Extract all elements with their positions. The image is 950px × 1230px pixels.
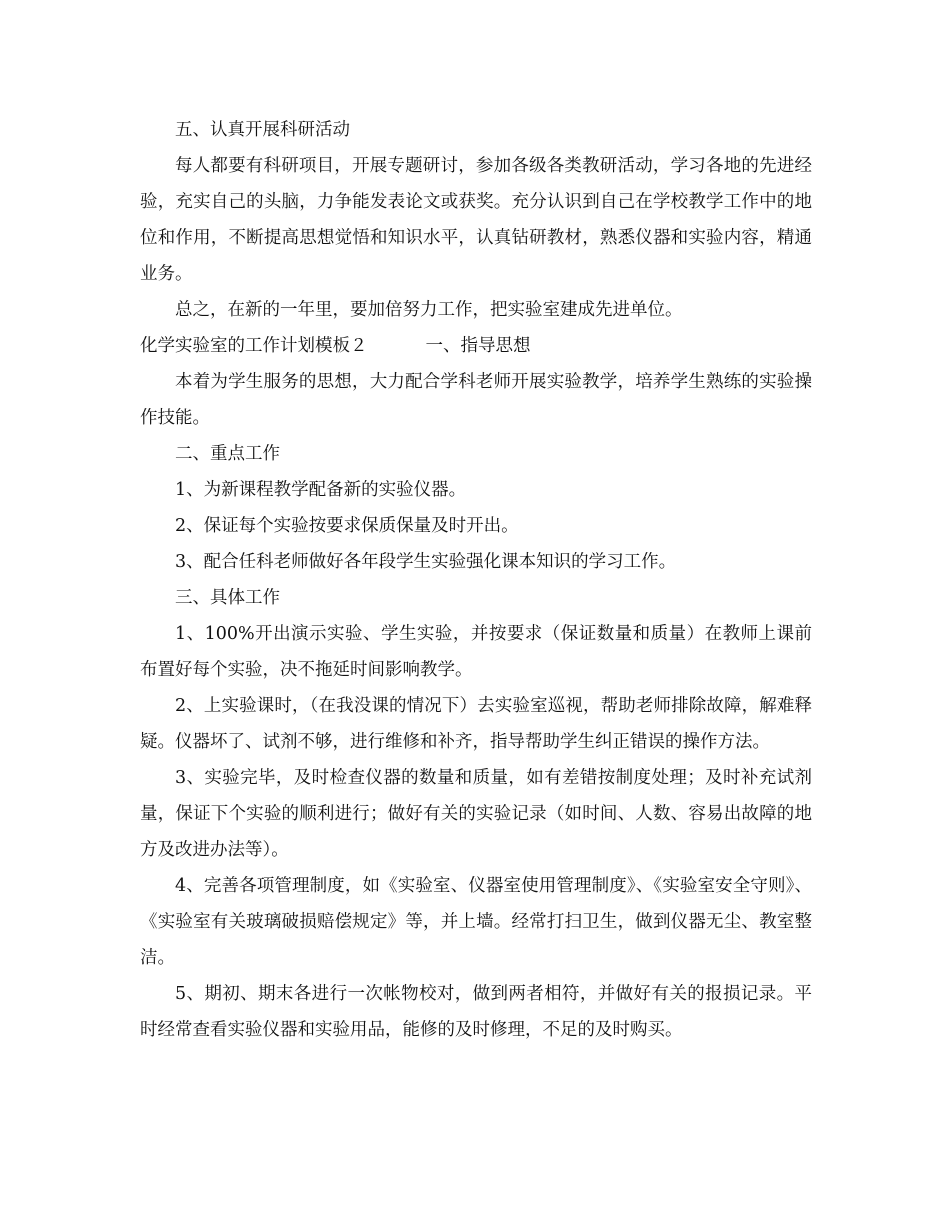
list-item-specific-work-1: 1、100%开出演示实验、学生实验，并按要求（保证数量和质量）在教师上课前布置好每个实验，决不拖延时间影响教学。 [140,624,812,680]
section-heading-key-work: 二、重点工作 [175,444,280,464]
list-item-key-work-3: 3、配合任科老师做好各年段学生实验强化课本知识的学习工作。 [175,552,677,572]
document-body [140,112,812,1048]
list-item-specific-work-3: 3、实验完毕，及时检查仪器的数量和质量，如有差错按制度处理；及时补充试剂量，保证下个实验的顺利进行；做好有关的实验记录（如时间、人数、容易出故障的地方及改进办法等）。 [140,768,812,860]
section-heading-guiding-thought: 一、指导思想 [425,336,531,356]
paragraph-research: 每人都要有科研项目，开展专题研讨，参加各级各类教研活动，学习各地的先进经验，充实自己的头脑，力争能发表论文或获奖。充分认识到自己在学校教学工作中的地位和作用，不断提高思想觉悟和知识水平，认真钻研教材，熟悉仪器和实验内容，精通业务。 [140,156,812,284]
section-heading-specific-work: 三、具体工作 [175,588,280,608]
list-item-key-work-1: 1、为新课程教学配备新的实验仪器。 [175,480,467,500]
paragraph-guiding-thought: 本着为学生服务的思想，大力配合学科老师开展实验教学，培养学生熟练的实验操作技能。 [140,372,812,428]
plan-title-line [140,328,812,364]
list-item-specific-work-5: 5、期初、期末各进行一次帐物校对，做到两者相符，并做好有关的报损记录。平时经常查看实验仪器和实验用品，能修的及时修理，不足的及时购买。 [140,984,812,1040]
section-heading-research: 五、认真开展科研活动 [175,120,350,140]
list-item-specific-work-4: 4、完善各项管理制度，如《实验室、仪器室使用管理制度》、《实验室安全守则》、《实验室有关玻璃破损赔偿规定》等，并上墙。经常打扫卫生，做到仪器无尘、教室整洁。 [140,876,812,968]
list-item-key-work-2: 2、保证每个实验按要求保质保量及时开出。 [175,516,519,536]
plan-title: 化学实验室的工作计划模板２ [140,336,368,356]
list-item-specific-work-2: 2、上实验课时，（在我没课的情况下）去实验室巡视，帮助老师排除故障，解难释疑。仪器坏了、试剂不够，进行维修和补齐，指导帮助学生纠正错误的操作方法。 [140,696,812,752]
paragraph-summary: 总之，在新的一年里，要加倍努力工作，把实验室建成先进单位。 [175,300,683,320]
